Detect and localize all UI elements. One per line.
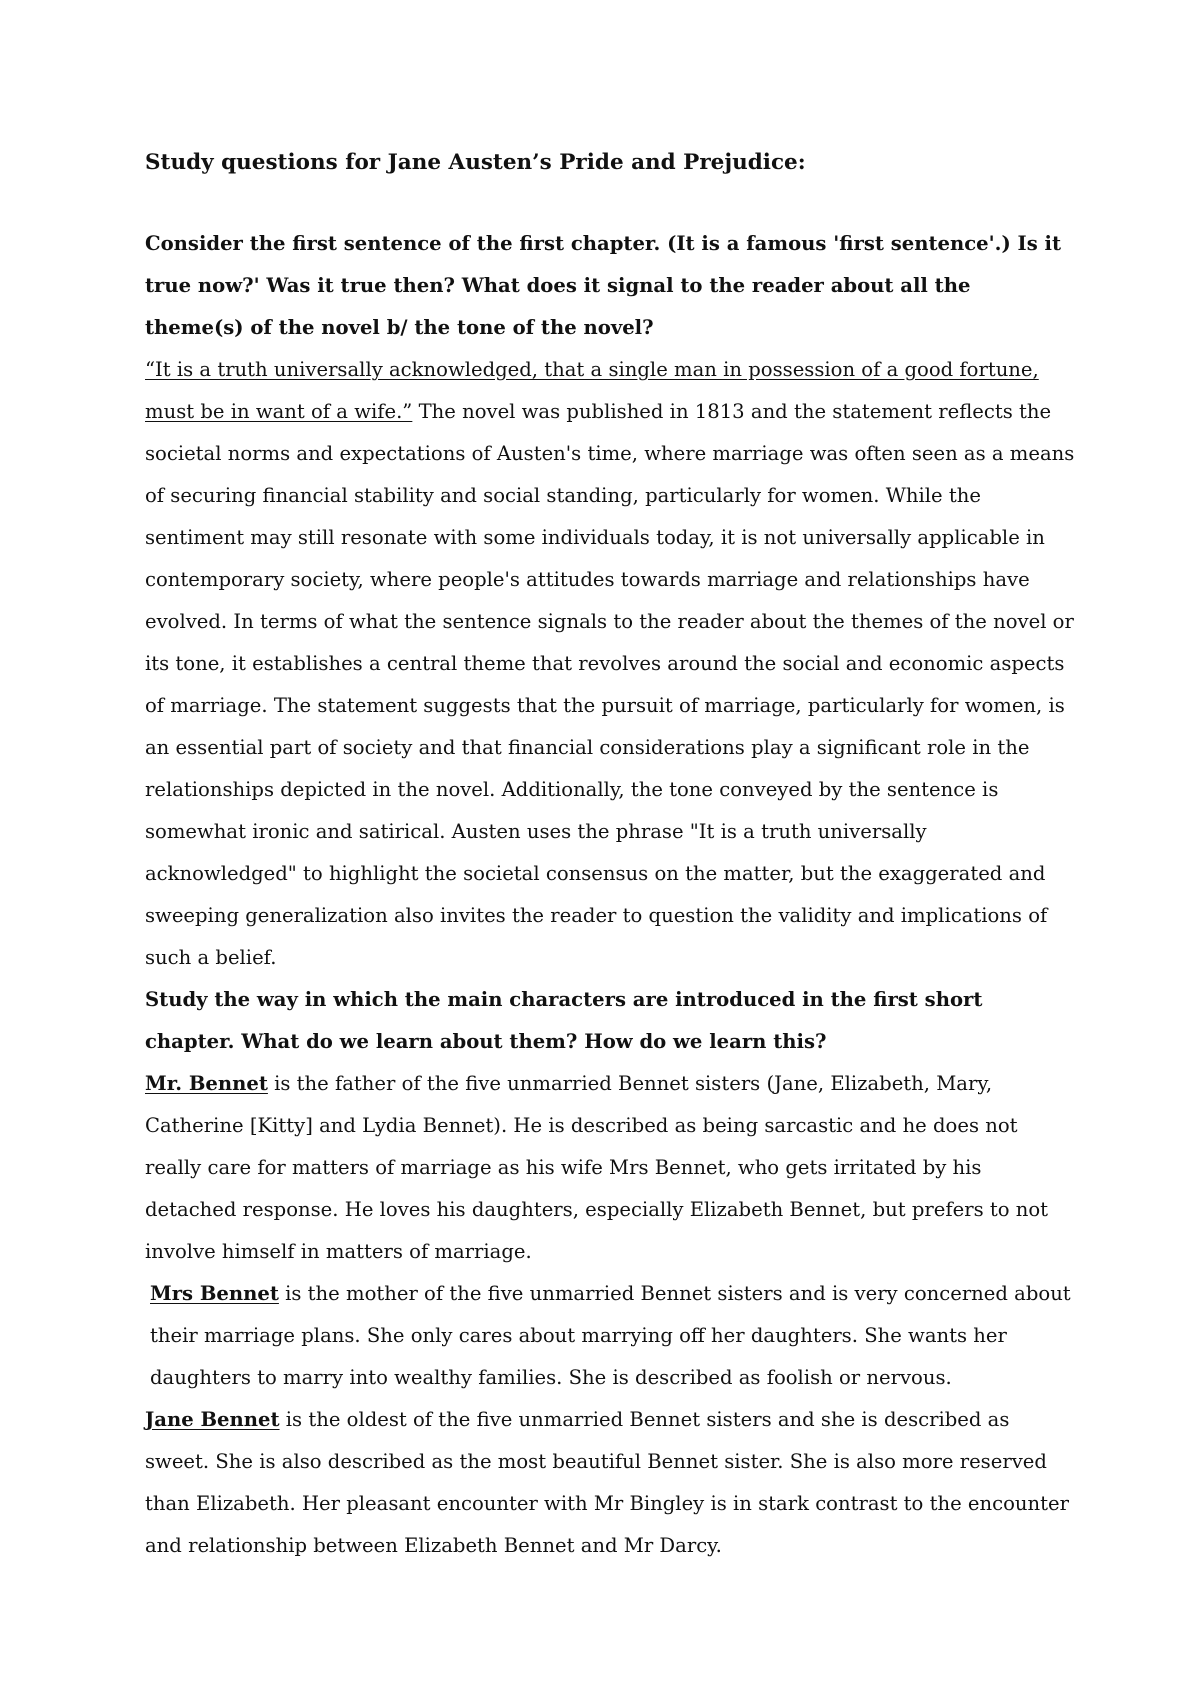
character-description-mr-bennet: is the father of the five unmarried Bennet sisters (Jane, Elizabeth, Mary, Catherine [Kitty] and Lydia Bennet). He is described as being sarcastic and he does not really care for matters of marriage as his wife Mrs Bennet, who gets irritated by his detached response. He loves his daughters, especially Elizabeth Bennet, but prefers to not involve himself in matters of marriage. bbox=[145, 1072, 1049, 1263]
opening-sentence-quote: “It is a truth universally acknowledged, that a single man in possession of a good fortune, must be in want of a wife.” bbox=[145, 358, 1039, 423]
question-character-introductions: Study the way in which the main characters are introduced in the first short chapter. What do we learn about them? How do we learn this? bbox=[145, 988, 983, 1053]
character-name-mr-bennet: Mr. Bennet bbox=[145, 1072, 268, 1095]
character-name-jane-bennet: Jane Bennet bbox=[145, 1408, 280, 1431]
answer-first-sentence-text: The novel was published in 1813 and the statement reflects the societal norms and expectations of Austen's time, where marriage was often seen as a means of securing financial stability and social standing, particularly for women. While the sentiment may still resonate with some individuals today, it is not universally applicable in contemporary society, where people's attitudes towards marriage and relationships have evolved. In terms of what the sentence signals to the reader about the themes of the novel or its tone, it establishes a central theme that revolves around the social and economic aspects of marriage. The statement suggests that the pursuit of marriage, particularly for women, is an essential part of society and that financial considerations play a significant role in the relationships depicted in the novel. Additionally, the tone conveyed by the sentence is somewhat ironic and satirical. Austen uses the phrase "It is a truth universally acknowledged" to highlight the societal consensus on the matter, but the exaggerated and sweeping generalization also invites the reader to question the validity and implications of such a belief. bbox=[145, 400, 1075, 969]
character-description-jane-bennet: is the oldest of the five unmarried Bennet sisters and she is described as sweet. She is also described as the most beautiful Bennet sister. She is also more reserved than Elizabeth. Her pleasant encounter with Mr Bingley is in stark contrast to the encounter and relationship between Elizabeth Bennet and Mr Darcy. bbox=[145, 1408, 1069, 1557]
character-paragraph-jane-bennet bbox=[145, 1399, 1075, 1567]
character-paragraph-mrs-bennet bbox=[145, 1273, 1075, 1399]
document-title: Study questions for Jane Austen’s Pride and Prejudice: bbox=[145, 150, 806, 175]
answer-first-sentence bbox=[145, 349, 1075, 979]
question-first-sentence: Consider the first sentence of the first chapter. (It is a famous 'first sentence'.) Is it true now?' Was it true then? What does it signal to the reader about all the theme(s) of the novel b/ the tone of the novel? bbox=[145, 232, 1062, 339]
character-description-mrs-bennet: is the mother of the five unmarried Bennet sisters and is very concerned about their marriage plans. She only cares about marrying off her daughters. She wants her daughters to marry into wealthy families. She is described as foolish or nervous. bbox=[150, 1282, 1071, 1389]
character-name-mrs-bennet: Mrs Bennet bbox=[150, 1282, 279, 1305]
character-paragraph-mr-bennet bbox=[145, 1063, 1075, 1273]
document-body bbox=[145, 143, 1075, 1567]
